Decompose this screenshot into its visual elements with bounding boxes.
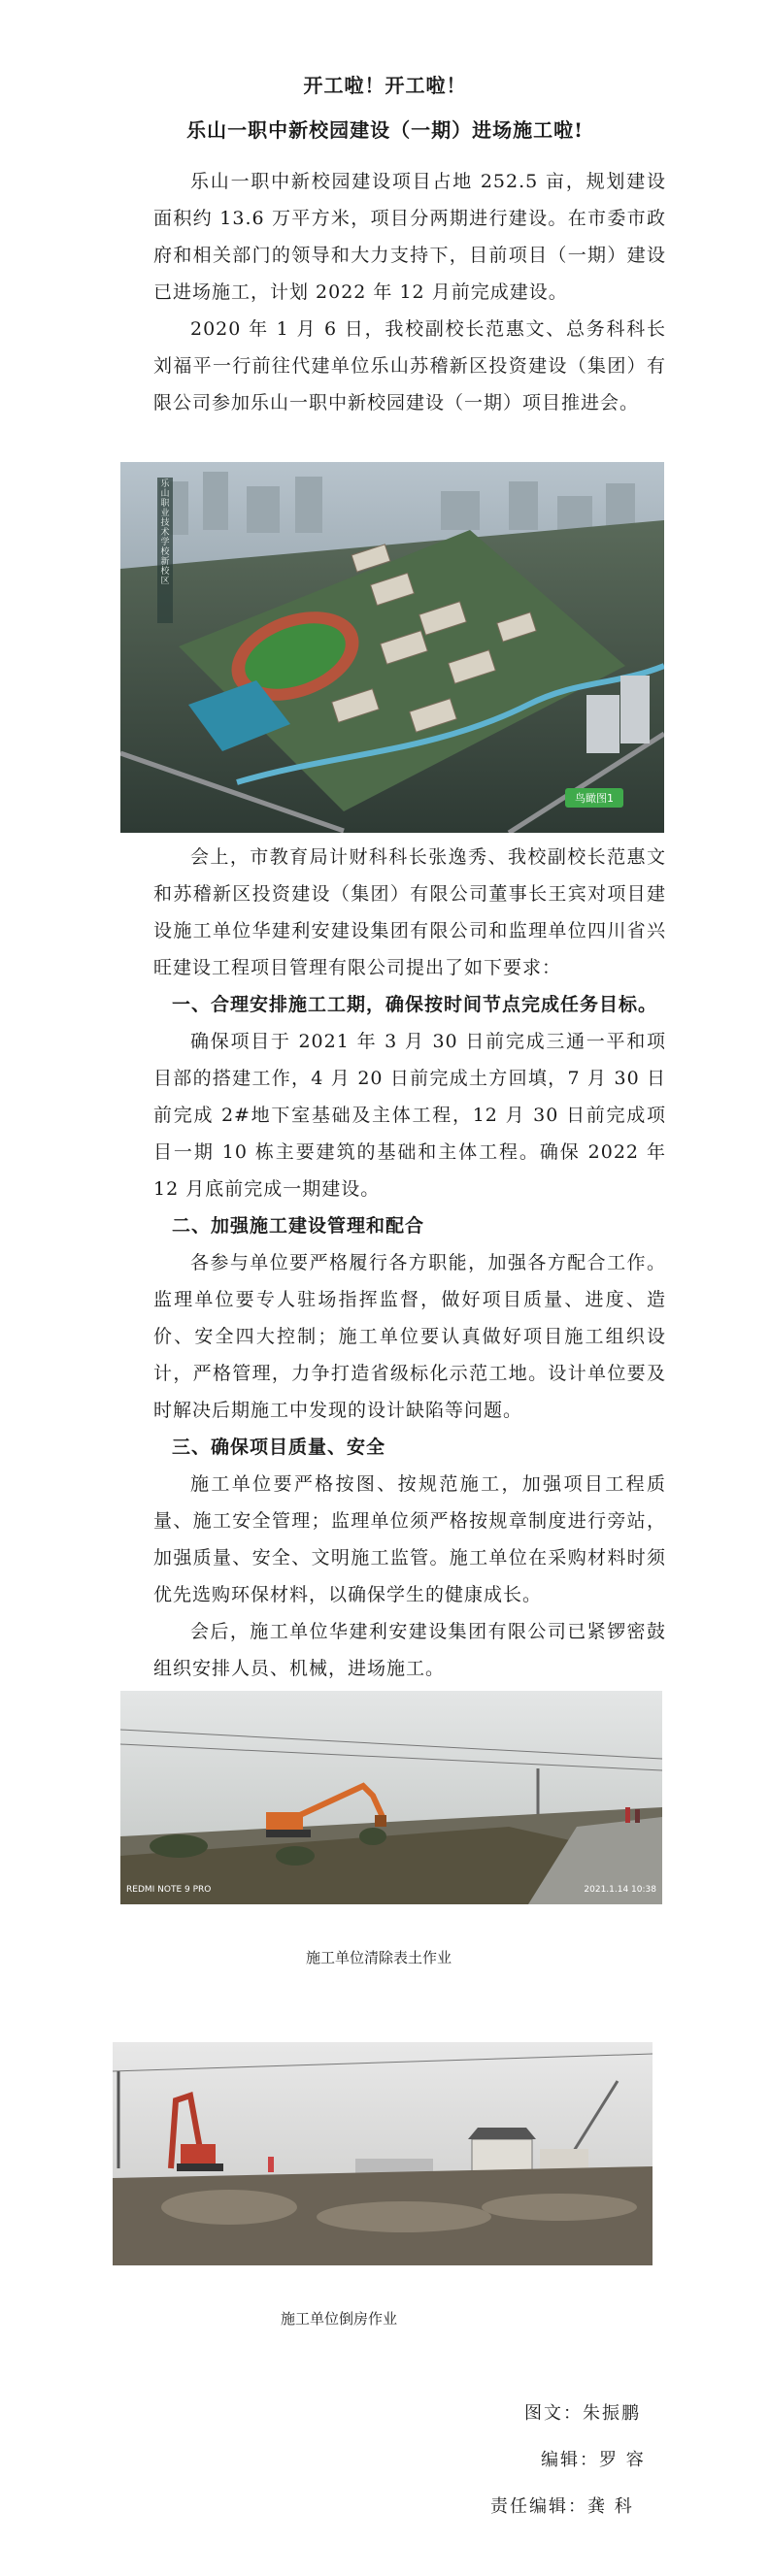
article-title-line2: 乐山一职中新校园建设（一期）进场施工啦! (186, 118, 584, 142)
paragraph-quality: 施工单位要严格按图、按规范施工，加强项目工程质量、施工安全管理；监理单位须严格按规章制度进行旁站，加强质量、安全、文明施工监管。施工单位在采购材料时须优先选购环保材料，以确保学生的健康成长。 (153, 1473, 666, 1605)
paragraph-schedule: 确保项目于 2021 年 3 月 30 日前完成三通一平和项目部的搭建工作，4 月 20 日前完成土方回填，7 月 30 日前完成 2#地下室基础及主体工程，12 月 30 日前完成项目一期 10 栋主要建筑的基础和主体工程。确保 2022 年 12 月底前完成一期建设。 (153, 1031, 666, 1200)
rendering-badge: 鸟瞰图1 (575, 792, 614, 805)
photo-demolition (113, 2042, 653, 2265)
credit-editor: 编辑：罗 容 (541, 2450, 646, 2470)
photo1-watermark-time: 2021.1.14 10:38 (584, 1885, 656, 1895)
paragraph-intro: 乐山一职中新校园建设项目占地 252.5 亩，规划建设面积约 13.6 万平方米，项目分两期进行建设。在市委市政府和相关部门的领导和大力支持下，目前项目（一期）建设已进场施工，计划 2022 年 12 月前完成建设。 (153, 171, 666, 303)
paragraph-after-meeting: 会后，施工单位华建利安建设集团有限公司已紧锣密鼓组织安排人员、机械，进场施工。 (153, 1621, 666, 1679)
heading-schedule: 一、合理安排施工工期，确保按时间节点完成任务目标。 (172, 994, 658, 1015)
paragraph-management: 各参与单位要严格履行各方职能，加强各方配合工作。监理单位要专人驻场指挥监督，做好项目质量、进度、造价、安全四大控制；施工单位要认真做好项目施工组织设计，严格管理，力争打造省级标化示范工地。设计单位要及时解决后期施工中发现的设计缺陷等问题。 (153, 1252, 666, 1421)
heading-quality: 三、确保项目质量、安全 (172, 1437, 386, 1458)
paragraph-requirements: 会上，市教育局计财科科长张逸秀、我校副校长范惠文和苏稽新区投资建设（集团）有限公司董事长王宾对项目建设施工单位华建利安建设集团有限公司和监理单位四川省兴旺建设工程项目管理有限公司提出了如下要求： (153, 846, 666, 978)
caption-topsoil-clearing: 施工单位清除表土作业 (306, 1949, 452, 1966)
photo1-watermark-device: REDMI NOTE 9 PRO (126, 1885, 212, 1895)
heading-management: 二、加强施工建设管理和配合 (172, 1215, 425, 1237)
photo-topsoil-clearing (120, 1691, 662, 1904)
paragraph-meeting: 2020 年 1 月 6 日，我校副校长范惠文、总务科科长刘福平一行前往代建单位乐山苏稽新区投资建设（集团）有限公司参加乐山一职中新校园建设（一期）项目推进会。 (153, 318, 666, 413)
credit-chief-editor: 责任编辑：龚 科 (490, 2496, 634, 2517)
campus-rendering-image (120, 462, 664, 833)
credit-author: 图文：朱振鹏 (524, 2403, 641, 2424)
caption-demolition: 施工单位倒房作业 (281, 2310, 398, 2328)
article-title-line1: 开工啦！开工啦！ (303, 74, 467, 97)
rendering-side-label: 乐山职业技术学校新校区 (160, 479, 170, 586)
